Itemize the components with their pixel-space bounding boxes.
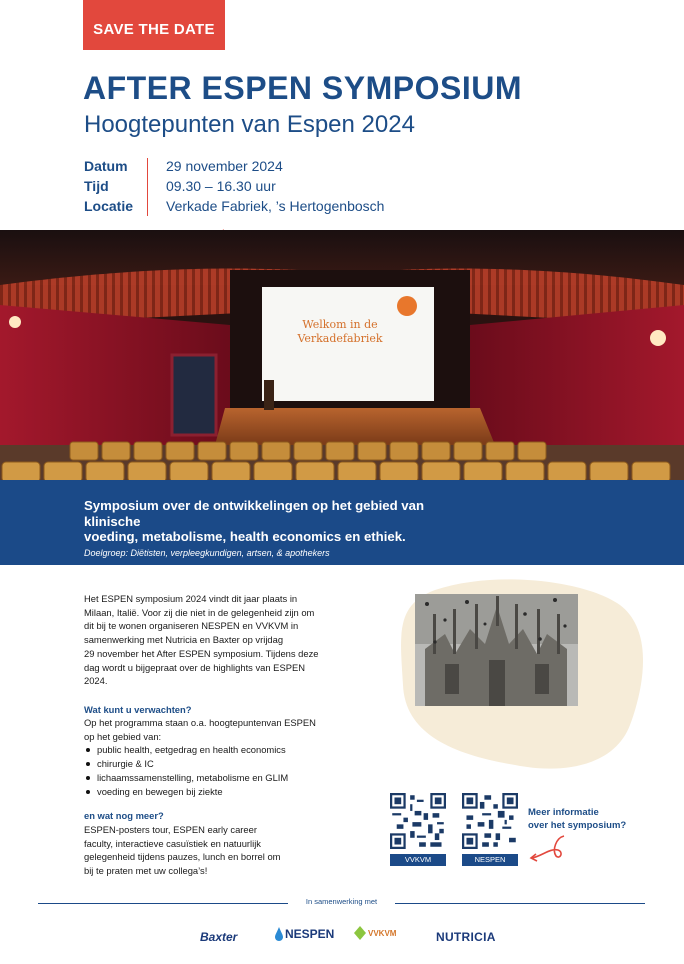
location-label: Locatie bbox=[84, 198, 134, 214]
date-value: 29 november 2024 bbox=[166, 158, 283, 174]
footer-divider-left bbox=[38, 903, 288, 904]
expect-line: Op het programma staan o.a. hoogtepuntenvan ESPEN bbox=[84, 717, 316, 728]
more-info-line-1: Meer informatie bbox=[528, 807, 599, 818]
theater-photo bbox=[0, 230, 684, 480]
target-group: Doelgroep: Diëtisten, verpleegkundigen, artsen, & apothekers bbox=[84, 548, 330, 558]
expect-bullet-list bbox=[84, 743, 384, 798]
intro-line: 29 november het After ESPEN symposium. Tijdens deze bbox=[84, 647, 319, 659]
vvkvm-logo-text: VVKVM bbox=[368, 928, 397, 938]
qr-nespen[interactable] bbox=[462, 793, 518, 866]
footer-caption: In samenwerking met bbox=[305, 897, 378, 906]
footer-divider-right bbox=[395, 903, 645, 904]
more-heading: en wat nog meer? bbox=[84, 810, 164, 821]
nespen-logo bbox=[275, 927, 334, 941]
qr-label-vvkvm: VVKVM bbox=[390, 854, 446, 866]
more-line: gelegenheid tijdens pauzes, lunch en borrel om bbox=[84, 851, 281, 863]
nespen-logo-text: NESPEN bbox=[285, 927, 335, 941]
time-label: Tijd bbox=[84, 178, 109, 194]
drop-icon bbox=[275, 927, 283, 941]
banner-title-line-3: voeding, metabolisme, health economics en ethiek. bbox=[84, 529, 406, 544]
location-value: Verkade Fabriek, ’s Hertogenbosch bbox=[166, 198, 385, 214]
nutricia-logo: NUTRICIA bbox=[436, 930, 496, 944]
intro-line: dit bij te wonen organiseren NESPEN en VVKVM in bbox=[84, 620, 299, 632]
list-item: voeding en bewegen bij ziekte bbox=[84, 785, 384, 799]
info-divider bbox=[147, 158, 148, 216]
expect-line: op het gebied van: bbox=[84, 730, 162, 742]
date-label: Datum bbox=[84, 158, 128, 174]
list-item: public health, eetgedrag en health economics bbox=[84, 743, 384, 757]
vvkvm-leaf-icon bbox=[354, 926, 366, 940]
intro-line: Het ESPEN symposium 2024 vindt dit jaar plaats in bbox=[84, 593, 298, 604]
more-line: ESPEN-posters tour, ESPEN early career bbox=[84, 824, 257, 835]
intro-line: samenwerking met Nutricia en Baxter op vrijdag bbox=[84, 634, 284, 646]
screen-text-line-1: Welkom in de bbox=[302, 318, 378, 331]
intro-line: 2024. bbox=[84, 675, 108, 687]
more-text bbox=[84, 823, 384, 878]
info-banner bbox=[0, 480, 684, 565]
more-info-text[interactable] bbox=[528, 806, 648, 832]
list-item: chirurgie & IC bbox=[84, 757, 384, 771]
screen-welcome-text bbox=[280, 318, 400, 346]
red-swirl-icon bbox=[526, 832, 572, 862]
page-title: AFTER ESPEN SYMPOSIUM bbox=[83, 70, 522, 106]
intro-line: dag wordt u bijgepraat over de highlights van ESPEN bbox=[84, 661, 305, 673]
banner-title-line-1: Symposium over de ontwikkelingen op het gebied van bbox=[84, 498, 425, 513]
page-subtitle: Hoogtepunten van Espen 2024 bbox=[84, 111, 415, 138]
baxter-logo: Baxter bbox=[200, 930, 238, 944]
intro-line: Milaan, Italië. Voor zij die niet in de gelegenheid zijn om bbox=[84, 606, 315, 618]
more-line: bij te praten met uw collega’s! bbox=[84, 865, 208, 877]
more-info-line-2: over het symposium? bbox=[528, 820, 627, 831]
qr-code-icon[interactable] bbox=[462, 793, 518, 849]
time-value: 09.30 – 16.30 uur bbox=[166, 178, 276, 194]
banner-title bbox=[84, 498, 444, 545]
vvkvm-logo bbox=[354, 926, 396, 940]
banner-title-line-2: klinische bbox=[84, 513, 141, 529]
intro-text bbox=[84, 592, 384, 688]
expect-heading: Wat kunt u verwachten? bbox=[84, 704, 192, 715]
qr-label-nespen: NESPEN bbox=[462, 854, 518, 866]
expect-text bbox=[84, 716, 384, 798]
list-item: lichaamssamenstelling, metabolisme en GLIM bbox=[84, 771, 384, 785]
more-line: faculty, interactieve casuïstiek en natuurlijk bbox=[84, 837, 261, 849]
verkade-logo-icon bbox=[397, 296, 417, 316]
milan-cathedral-photo bbox=[415, 594, 578, 706]
qr-vvkvm[interactable] bbox=[390, 793, 446, 866]
save-the-date-badge: SAVE THE DATE bbox=[83, 0, 225, 50]
qr-code-icon[interactable] bbox=[390, 793, 446, 849]
screen-text-line-2: Verkadefabriek bbox=[297, 332, 383, 345]
